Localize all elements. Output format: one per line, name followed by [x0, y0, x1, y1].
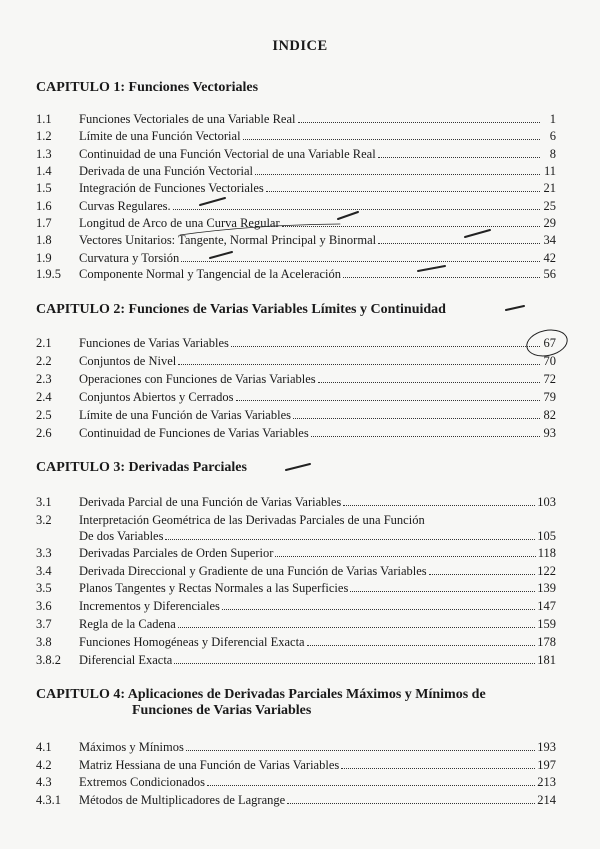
entry-number: 3.8	[36, 635, 52, 649]
entry-title: Operaciones con Funciones de Varias Variables	[79, 372, 316, 386]
entry-page: 6	[549, 129, 556, 143]
entry-page: 159	[537, 617, 556, 631]
entry-number: 2.5	[36, 408, 52, 422]
entry-title: Extremos Condicionados	[79, 775, 206, 789]
entry-title: Componente Normal y Tangencial de la Aceleración	[79, 267, 341, 281]
entry-number: 4.3	[36, 775, 52, 789]
chapter-heading-line-2: Funciones de Varias Variables	[132, 703, 312, 718]
entry-title: Curvatura y Torsión	[79, 251, 180, 265]
entry-number: 1.9.5	[36, 267, 61, 281]
entry-title: Funciones Homogéneas y Diferencial Exacta	[79, 635, 305, 649]
entry-number: 1.5	[36, 181, 52, 195]
entry-page: 213	[537, 775, 556, 789]
entry-title: Conjuntos Abiertos y Cerrados	[79, 390, 234, 404]
entry-number: 3.8.2	[36, 653, 61, 667]
entry-page: 42	[543, 251, 556, 265]
entry-number: 3.3	[36, 546, 52, 560]
entry-title: Máximos y Mínimos	[79, 740, 184, 754]
entry-page: 1	[549, 112, 556, 126]
entry-title: Funciones de Varias Variables	[79, 336, 229, 350]
entry-number: 4.2	[36, 758, 52, 772]
entry-number: 3.7	[36, 617, 52, 631]
entry-title: Límite de una Función de Varias Variables	[79, 408, 291, 422]
entry-number: 3.2	[36, 513, 52, 527]
entry-page: 79	[543, 390, 556, 404]
entry-title: Derivada Parcial de una Función de Varias Variables	[79, 495, 342, 509]
chapter-heading-3: CAPITULO 3: Derivadas Parciales	[36, 460, 247, 475]
entry-page: 93	[543, 426, 556, 440]
entry-number: 2.2	[36, 354, 52, 368]
entry-number: 1.4	[36, 164, 52, 178]
entry-page: 72	[543, 372, 556, 386]
entry-number: 3.6	[36, 599, 52, 613]
entry-title: Interpretación Geométrica de las Derivadas Parciales de una Función	[79, 513, 425, 527]
entry-number: 3.4	[36, 564, 52, 578]
entry-number: 1.3	[36, 147, 52, 161]
entry-page: 181	[537, 653, 556, 667]
entry-page: 11	[543, 164, 556, 178]
entry-page: 8	[549, 147, 556, 161]
entry-title: Continuidad de una Función Vectorial de una Variable Real	[79, 147, 376, 161]
entry-title: Longitud de Arco de una Curva Regular	[79, 216, 280, 230]
entry-title: Derivadas Parciales de Orden Superior	[79, 546, 274, 560]
entry-title-continued: De dos Variables	[79, 529, 164, 543]
entry-title: Derivada Direccional y Gradiente de una Función de Varias Variables	[79, 564, 427, 578]
entry-page: 70	[543, 354, 556, 368]
entry-title: Diferencial Exacta	[79, 653, 173, 667]
entry-page: 25	[543, 199, 556, 213]
entry-page: 103	[537, 495, 556, 509]
entry-page: 197	[537, 758, 556, 772]
entry-page: 214	[537, 793, 556, 807]
entry-number: 4.1	[36, 740, 52, 754]
entry-number: 3.1	[36, 495, 52, 509]
entry-page: 67	[543, 336, 556, 350]
entry-title: Límite de una Función Vectorial	[79, 129, 241, 143]
entry-page: 82	[543, 408, 556, 422]
entry-title: Métodos de Multiplicadores de Lagrange	[79, 793, 286, 807]
entry-title: Planos Tangentes y Rectas Normales a las Superficies	[79, 581, 349, 595]
entry-number: 1.7	[36, 216, 52, 230]
entry-title: Vectores Unitarios: Tangente, Normal Principal y Binormal	[79, 233, 377, 247]
entry-title: Integración de Funciones Vectoriales	[79, 181, 264, 195]
entry-page: 34	[543, 233, 556, 247]
entry-page: 21	[543, 181, 556, 195]
entry-title: Funciones Vectoriales de una Variable Real	[79, 112, 296, 126]
entry-page: 147	[537, 599, 556, 613]
chapter-heading-1: CAPITULO 1: Funciones Vectoriales	[36, 80, 259, 95]
entry-title: Matriz Hessiana de una Función de Varias Variables	[79, 758, 340, 772]
entry-number: 1.2	[36, 129, 52, 143]
entry-number: 2.1	[36, 336, 52, 350]
entry-page: 139	[537, 581, 556, 595]
entry-title: Incrementos y Diferenciales	[79, 599, 220, 613]
entry-page: 178	[537, 635, 556, 649]
entry-title: Curvas Regulares.	[79, 199, 171, 213]
entry-title: Conjuntos de Nivel	[79, 354, 177, 368]
entry-number: 3.5	[36, 581, 52, 595]
entry-page: 56	[543, 267, 556, 281]
entry-number: 1.9	[36, 251, 52, 265]
entry-number: 1.1	[36, 112, 52, 126]
entry-number: 1.6	[36, 199, 52, 213]
entry-page: 193	[537, 740, 556, 754]
entry-number: 2.4	[36, 390, 52, 404]
entry-page: 122	[537, 564, 556, 578]
chapter-heading-2: CAPITULO 2: Funciones de Varias Variables Límites y Continuidad	[36, 302, 446, 317]
entry-title: Regla de la Cadena	[79, 617, 176, 631]
entry-title: Continuidad de Funciones de Varias Variables	[79, 426, 309, 440]
page-title: INDICE	[272, 38, 328, 54]
entry-number: 1.8	[36, 233, 52, 247]
entry-number: 4.3.1	[36, 793, 61, 807]
entry-page: 105	[537, 529, 556, 543]
entry-number: 2.3	[36, 372, 52, 386]
entry-number: 2.6	[36, 426, 52, 440]
entry-title: Derivada de una Función Vectorial	[79, 164, 254, 178]
entry-page: 29	[543, 216, 556, 230]
chapter-heading-line-1: CAPITULO 4: Aplicaciones de Derivadas Parciales Máximos y Mínimos de	[36, 687, 486, 702]
entry-page: 118	[537, 546, 556, 560]
